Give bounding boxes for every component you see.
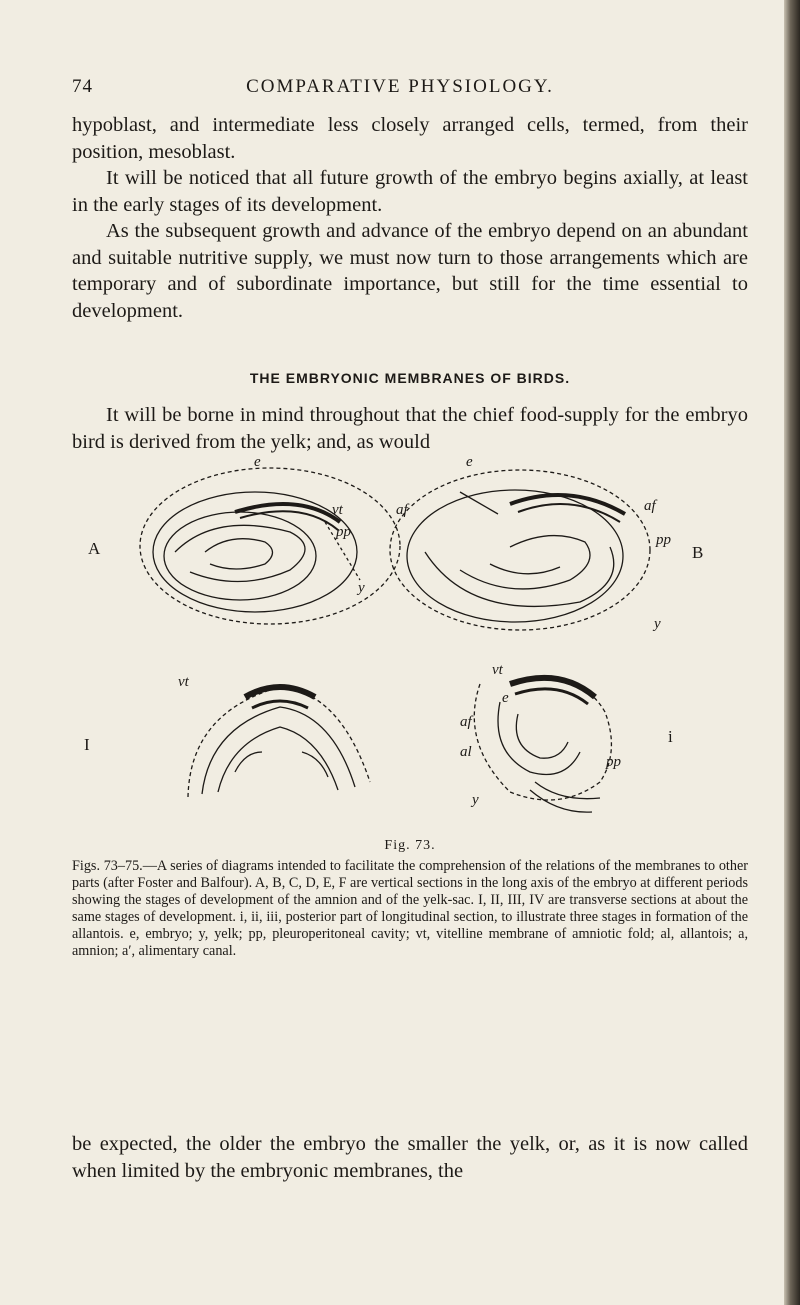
running-head: COMPARATIVE PHYSIOLOGY. [246,76,554,97]
diagram-i-longitudinal [474,678,611,812]
paragraph-5: be expected, the older the embryo the smaller the yelk, or, as it is now called when limited by the embryonic membranes, the [72,1133,748,1182]
label-vt-a: vt [332,502,343,518]
label-pp-b: pp [656,532,671,548]
label-y-ii: y [472,792,479,808]
label-A: A [88,539,101,558]
figure-caption-text: Figs. 73–75.—A series of diagrams intended to facilitate the comprehension of the relations of the membranes to other parts (after Foster and Balfour). A, B, C, D, E, F are vertical sections in the long axis of the embryo at different periods showing the stages of development of the amnion and of the yelk-sac. I, II, III, IV are transverse sections at about the same stages of development. i, ii, iii, posterior part of longitudinal section, to illustrate three stages in formation of the allantois. e, embryo; y, yelk; pp, pleuroperitoneal cavity; vt, vitelline membrane of amniotic fold; al, allantois; a, amnion; a′, alimentary canal. [72,858,748,959]
label-pp-a: pp [336,524,351,540]
page-binding-edge [784,0,800,1305]
label-e-a: e [254,454,261,470]
label-B: B [692,543,704,562]
page-number: 74 [72,76,93,97]
label-vt-i: vt [178,674,189,690]
label-I: I [84,735,90,754]
figure-caption [72,858,748,960]
label-al: al [460,744,472,760]
paragraph-3: As the subsequent growth and advance of the embryo depend on an abundant and suitable nutritive supply, we must now turn to those arrangements which are temporary and of subordinate importance, but still for the time essential to development. [72,220,748,322]
label-af-ii: af [460,714,472,730]
label-pp-ii: pp [606,754,621,770]
label-y-b: y [654,616,661,632]
page-header [0,76,800,106]
label-e-ii: e [502,690,509,706]
figure-73 [40,452,760,832]
paragraph-2: It will be noticed that all future growth of the embryo begins axially, at least in the early stages of its development. [72,167,748,216]
figure-title: Fig. 73. [384,838,436,853]
diagram-i-transverse [188,687,370,797]
diagram-b [390,470,650,630]
paragraph-1: hypoblast, and intermediate less closely arranged cells, termed, from their position, mesoblast. [72,114,748,163]
label-vt-ii: vt [492,662,503,678]
body-text-top [72,112,748,324]
label-y-a: y [358,580,365,596]
embryo-diagram [40,452,760,832]
label-af-b: af [396,502,408,518]
diagram-a [140,468,400,624]
body-text-middle [72,402,748,455]
paragraph-4: It will be borne in mind throughout that the chief food-supply for the embryo bird is derived from the yelk; and, as would [72,404,748,453]
label-i: i [668,727,673,746]
body-text-bottom [72,1131,748,1184]
section-heading: THE EMBRYONIC MEMBRANES OF BIRDS. [249,370,571,386]
label-af-b2: af [644,498,656,514]
label-e-b: e [466,454,473,470]
